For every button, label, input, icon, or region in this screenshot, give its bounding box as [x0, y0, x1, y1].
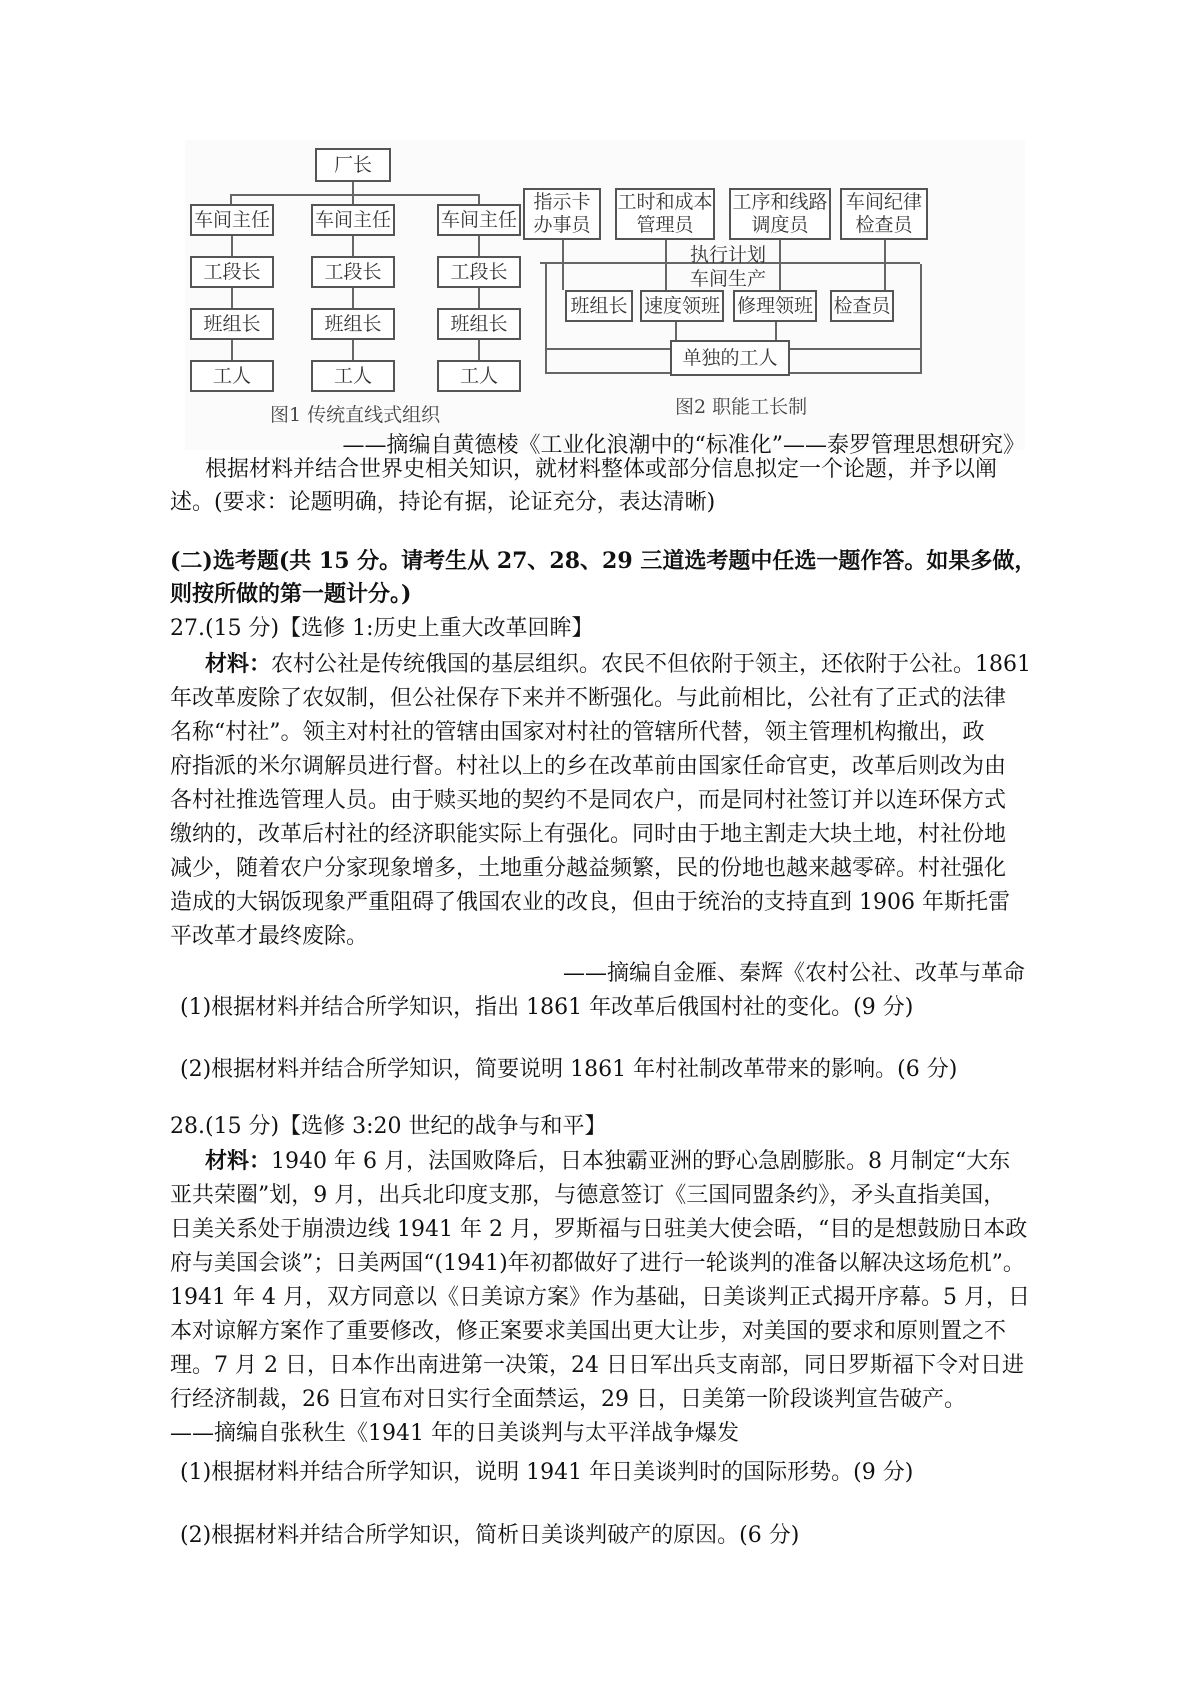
q28-material-label: 材料：: [205, 1148, 272, 1174]
q27-material-line: 造成的大锅饭现象严重阻碍了俄国农业的改良，但由于统治的支持直到 1906 年斯托雷: [170, 890, 1010, 915]
fig1-connector: [230, 194, 480, 196]
q27-material: [205, 648, 1031, 681]
q27-material-line: 府指派的米尔调解员进行督。村社以上的乡在改革前由国家任命官吏，改革后则改为由: [170, 754, 1007, 779]
fig1-worker-box: 工人: [311, 360, 395, 392]
fig1-manager-box: 车间主任: [311, 204, 395, 236]
fig1-connector: [231, 236, 233, 256]
q28-material-line: 理。7 月 2 日，日本作出南进第一决策，24 日日军出兵支南部，同日罗斯福下令对日进: [170, 1353, 1024, 1378]
fig1-connector: [231, 288, 233, 308]
fig1-connector: [352, 236, 354, 256]
fig1-section-lead-box: 工段长: [311, 256, 395, 288]
fig2-planning-box: 车间纪律 检查员: [840, 188, 928, 240]
q27-sub2: (2)根据材料并结合所学知识，简要说明 1861 年村社制改革带来的影响。(6 分): [180, 1057, 958, 1082]
q28-material-line: 行经济制裁，26 日宣布对日实行全面禁运，29 日，日美第一阶段谈判宣告破产。: [170, 1387, 966, 1412]
q28-sub1: (1)根据材料并结合所学知识，说明 1941 年日美谈判时的国际形势。(9 分): [180, 1460, 914, 1485]
org-charts-figure: [185, 140, 1025, 450]
fig2-connector: [779, 240, 781, 290]
q28-sub2: (2)根据材料并结合所学知识，简析日美谈判破产的原因。(6 分): [180, 1523, 800, 1548]
q28-material-line: 日美关系处于崩溃边线 1941 年 2 月，罗斯福与日驻美大使会晤，“目的是想鼓励日本政: [170, 1217, 1028, 1242]
fig1-manager-box: 车间主任: [437, 204, 521, 236]
fig1-connector: [478, 194, 480, 204]
fig2-connector: [790, 348, 920, 350]
q27-material-line: 平改革才最终废除。: [170, 924, 369, 949]
fig1-connector: [478, 288, 480, 308]
fig2-connector: [545, 264, 547, 374]
q28-material-line: 1940 年 6 月，法国败降后，日本独霸亚洲的野心急剧膨胀。8 月制定“大东: [271, 1149, 1011, 1174]
fig1-worker-box: 工人: [190, 360, 274, 392]
fig2-connector: [545, 372, 670, 374]
fig2-connector: [545, 348, 670, 350]
q28-material-line: 府与美国会谈”；日美两国“(1941)年初都做好了进行一轮谈判的准备以解决这场危机”。: [170, 1251, 1025, 1276]
fig2-connector: [790, 372, 920, 374]
fig2-planning-box: 指示卡 办事员: [523, 188, 601, 240]
fig1-connector: [352, 340, 354, 360]
fig1-team-lead-box: 班组长: [190, 308, 274, 340]
fig2-band-top-label: 执行计划: [690, 244, 767, 266]
task-line: 述。(要求：论题明确，持论有据，论证充分，表达清晰): [170, 490, 716, 515]
fig1-connector: [352, 194, 354, 204]
section-title: 则按所做的第一题计分。): [170, 581, 412, 607]
fig2-connector: [665, 240, 667, 290]
q28-material-line: 1941 年 4 月，双方同意以《日美谅方案》作为基础，日美谈判正式揭开序幕。5 月，日: [170, 1285, 1030, 1310]
fig1-connector: [352, 288, 354, 308]
task-line: 根据材料并结合世界史相关知识，就材料整体或部分信息拟定一个论题，并予以阐: [205, 457, 998, 482]
fig1-worker-box: 工人: [437, 360, 521, 392]
fig1-director-box: 厂长: [315, 148, 391, 182]
q27-material-line: 缴纳的，改革后村社的经济职能实际上有强化。同时由于地主割走大块土地，村社份地: [170, 822, 1007, 847]
q28-material: [205, 1145, 1010, 1178]
fig1-caption: 图1 传统直线式组织: [270, 404, 441, 426]
fig1-team-lead-box: 班组长: [437, 308, 521, 340]
fig1-connector: [231, 340, 233, 360]
q27-material-line: 农村公社是传统俄国的基层组织。农民不但依附于领主，还依附于公社。1861: [271, 652, 1032, 677]
q27-material-label: 材料：: [205, 651, 272, 677]
fig2-caption: 图2 职能工长制: [675, 396, 808, 418]
fig2-foreman-box: 检查员: [830, 290, 894, 322]
section-title: (二)选考题(共 15 分。请考生从 27、28、29 三道选考题中任选一题作答。如果多做，: [170, 548, 1037, 574]
fig1-team-lead-box: 班组长: [311, 308, 395, 340]
fig1-connector: [230, 194, 232, 204]
fig2-connector: [884, 240, 886, 290]
fig2-foreman-box: 速度领班: [640, 290, 724, 322]
q27-source: ——摘编自金雁、秦辉《农村公社、改革与革命: [562, 961, 1025, 986]
fig2-planning-box: 工时和成本 管理员: [615, 188, 715, 240]
fig2-connector: [562, 240, 564, 290]
q27-material-line: 各村社推选管理人员。由于赎买地的契约不是同农户，而是同村社签订并以连环保方式: [170, 788, 1007, 813]
fig1-connector: [352, 182, 354, 194]
fig1-section-lead-box: 工段长: [437, 256, 521, 288]
q27-material-line: 减少，随着农户分家现象增多，土地重分越益频繁，民的份地也越来越零碎。村社强化: [170, 856, 1007, 881]
fig1-manager-box: 车间主任: [190, 204, 274, 236]
fig2-connector: [920, 264, 922, 374]
q28-material-line: 亚共荣圈”划，9 月，出兵北印度支那，与德意签订《三国同盟条约》，矛头直指美国，: [170, 1183, 1006, 1208]
q27-material-line: 名称“村社”。领主对村社的管辖由国家对村社的管辖所代替，领主管理机构撤出，政: [170, 720, 985, 745]
fig2-foreman-box: 修理领班: [733, 290, 817, 322]
q28-header: 28.(15 分)【选修 3:20 世纪的战争与和平】: [170, 1114, 607, 1139]
fig2-band-bottom-label: 车间生产: [690, 268, 767, 290]
fig2-planning-box: 工序和线路 调度员: [729, 188, 831, 240]
fig2-worker-box: 单独的工人: [670, 340, 790, 376]
q28-material-line: 本对谅解方案作了重要修改，修正案要求美国出更大让步，对美国的要求和原则置之不: [170, 1319, 1007, 1344]
source-citation: ——摘编自黄德棱《工业化浪潮中的“标准化”——泰罗管理思想研究》: [342, 433, 1025, 458]
q27-material-line: 年改革废除了农奴制，但公社保存下来并不断强化。与此前相比，公社有了正式的法律: [170, 686, 1007, 711]
q27-sub1: (1)根据材料并结合所学知识，指出 1861 年改革后俄国村社的变化。(9 分): [180, 995, 914, 1020]
fig2-foreman-box: 班组长: [565, 290, 633, 322]
q27-header: 27.(15 分)【选修 1:历史上重大改革回眸】: [170, 616, 594, 641]
fig1-connector: [478, 236, 480, 256]
fig1-connector: [478, 340, 480, 360]
fig1-section-lead-box: 工段长: [190, 256, 274, 288]
q28-source: ——摘编自张秋生《1941 年的日美谈判与太平洋战争爆发: [170, 1421, 739, 1446]
